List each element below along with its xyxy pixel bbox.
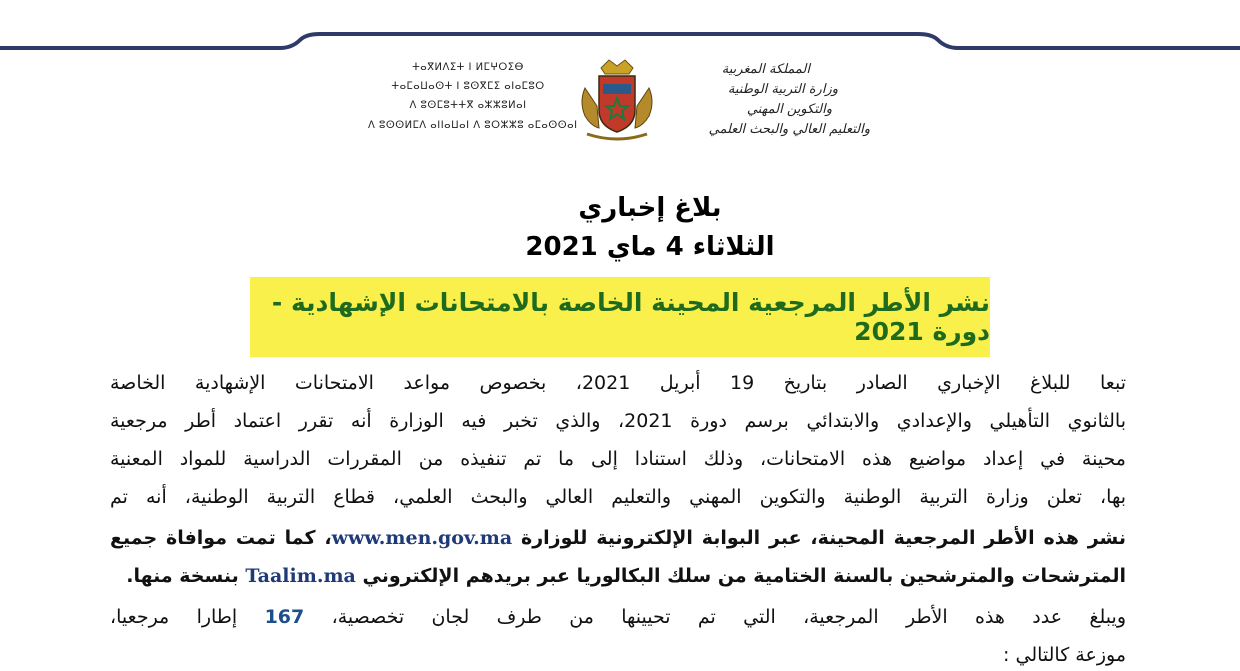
arabic-header-line-1: المملكة المغربية [721,62,810,77]
paragraph-line-3: محينة في إعداد مواضيع هذه الامتحانات، وذلك استنادا إلى ما تم تنفيذه من المقررات الدراسية للمواد المعنية [110,448,1126,470]
announcement-date: الثلاثاء 4 ماي 2021 [525,232,775,262]
arabic-header-line-2: وزارة التربية الوطنية [727,82,838,97]
paragraph-line-4: بها، تعلن وزارة التربية الوطنية والتكوين المهني والتعليم العالي والبحث العلمي، قطاع التربية الوطنية، أنه تم [110,486,1126,508]
paragraph-line-6-end: بنسخة منها [133,565,239,587]
paragraph-line-7-start: ويبلغ عدد هذه الأطر المرجعية، التي تم تحيينها من طرف لجان تخصصية، [331,606,1126,628]
frameworks-count: 167 [264,606,305,628]
tifinagh-line-2: ⵜⴰⵎⴰⵡⴰⵙⵜ ⵏ ⵓⵙⴳⵎⵉ ⴰⵏⴰⵎⵓⵔ [391,81,545,92]
ministry-website-link[interactable]: www.men.gov.ma [331,527,513,549]
header-decorative-line [0,0,1240,60]
announcement-title: بلاغ إخباري [578,193,722,223]
paragraph-line-6-start: المترشحات والمترشحين بالسنة الختامية من سلك البكالوريا عبر بريدهم الإلكتروني [362,565,1126,587]
paragraph-line-6-period: . [126,565,134,587]
moroccan-coat-of-arms-emblem [571,54,663,146]
headline-banner [250,277,990,357]
tifinagh-line-1: ⵜⴰⴳⵍⴷⵉⵜ ⵏ ⵍⵎⵖⵔⵉⴱ [412,62,524,73]
headline-text: نشر الأطر المرجعية المحينة الخاصة بالامتحانات الإشهادية - دورة 2021 [271,288,990,346]
paragraph-line-7 [110,605,1126,629]
paragraph-line-2: بالثانوي التأهيلي والإعدادي والابتدائي برسم دورة 2021، والذي تخبر فيه الوزارة أنه تقرر اعتماد أطر مرجعية [110,410,1126,432]
paragraph-line-5-end: ، كما تمت موافاة جميع [110,527,332,549]
arabic-header-line-4: والتعليم العالي والبحث العلمي [708,122,870,137]
paragraph-line-5-start: نشر هذه الأطر المرجعية المحينة، عبر البوابة الإلكترونية للوزارة [520,527,1127,549]
paragraph-line-6 [110,564,1126,588]
tifinagh-line-3: ⴷ ⵓⵙⵎⵓⵜⵜⴳ ⴰⵣⵣⵓⵍⴰⵏ [409,100,527,111]
paragraph-line-5 [110,526,1126,550]
paragraph-line-1: تبعا للبلاغ الإخباري الصادر بتاريخ 19 أبريل 2021، بخصوص مواعد الامتحانات الإشهادية الخاصة [110,372,1126,394]
tifinagh-line-4: ⴷ ⵓⵙⵙⵍⵎⴷ ⴰⵏⵏⴰⵡⴰⵏ ⴷ ⵓⵔⵣⵣⵓ ⴰⵎⴰⵙⵙⴰⵏ [368,120,578,131]
taalim-link[interactable]: Taalim.ma [245,565,356,587]
paragraph-line-8: موزعة كالتالي : [1003,644,1126,666]
paragraph-line-7-end: إطارا مرجعيا، [110,606,238,628]
arabic-header-line-3: والتكوين المهني [746,102,832,117]
